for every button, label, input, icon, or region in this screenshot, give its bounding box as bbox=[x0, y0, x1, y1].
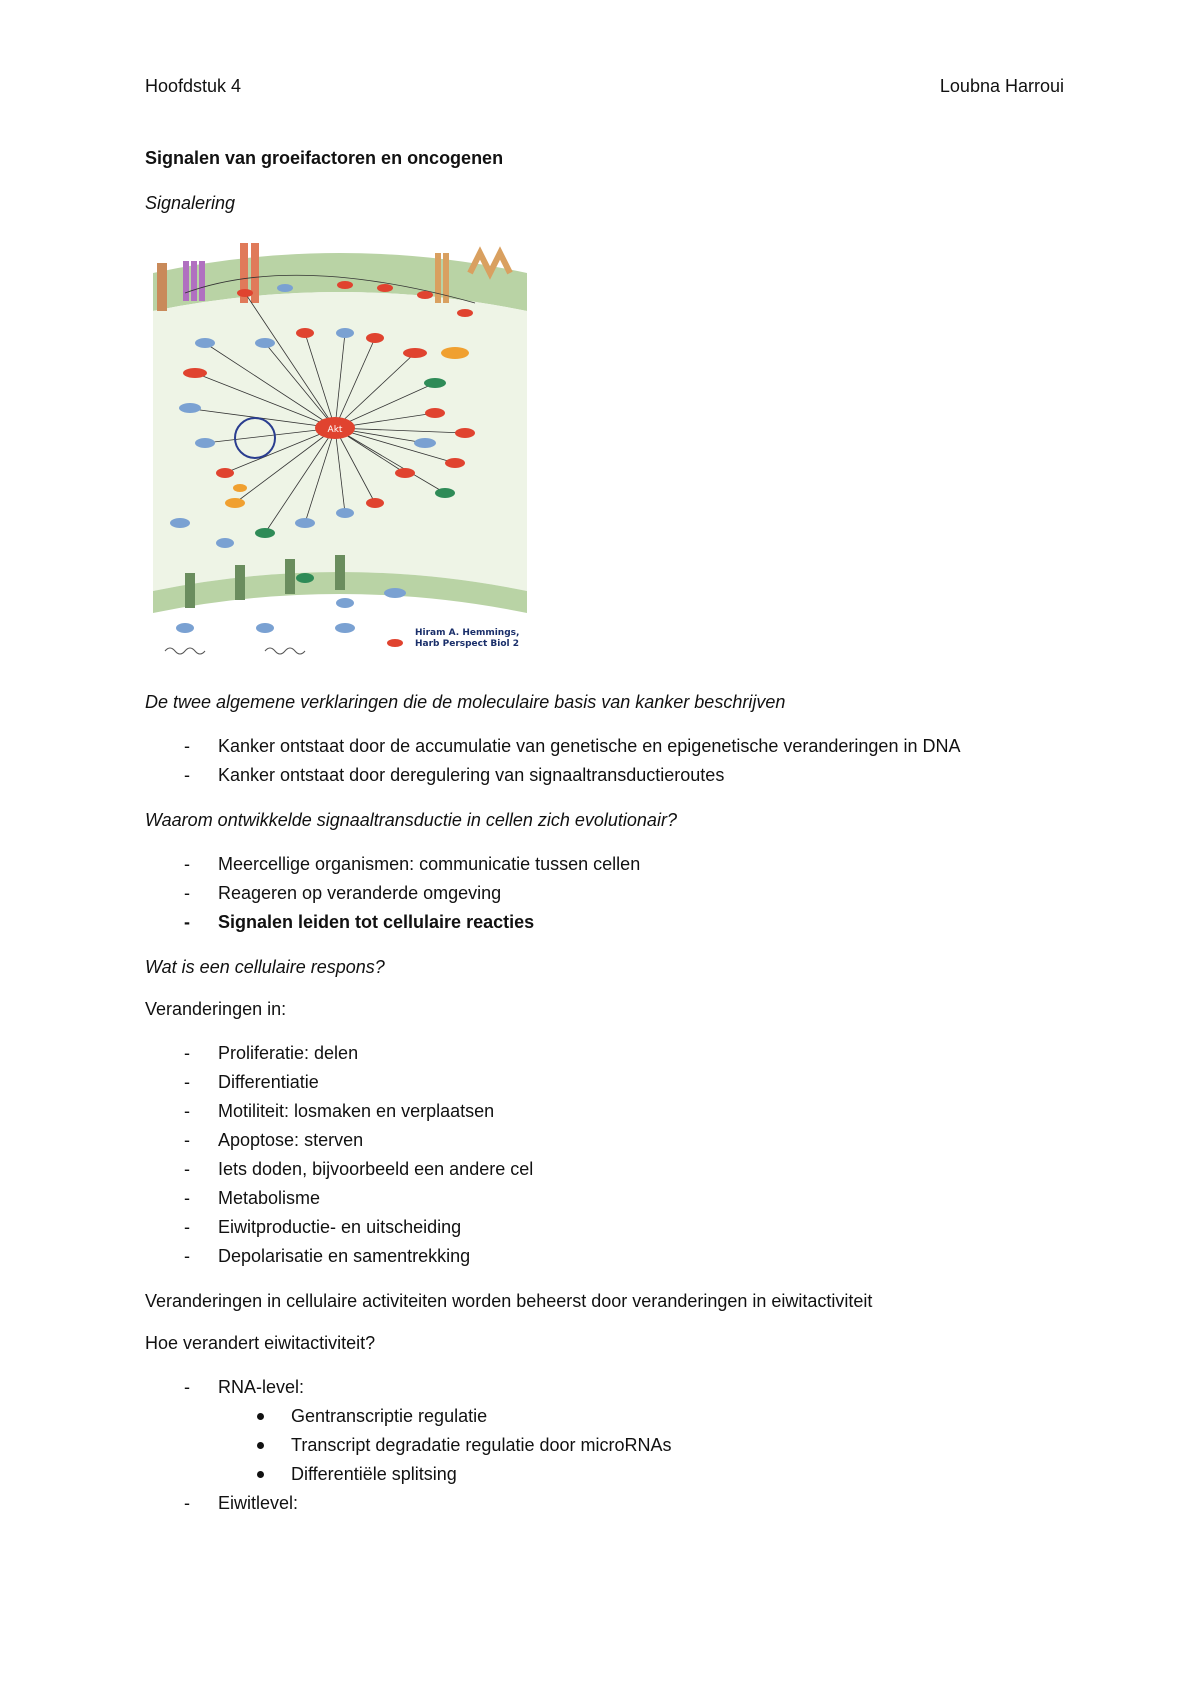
list-item bbox=[291, 1402, 1065, 1431]
list-cancer-basis bbox=[145, 732, 1065, 790]
bullet-icon bbox=[257, 1413, 264, 1420]
list-item: - Iets doden, bijvoorbeeld een andere cel bbox=[145, 1155, 1065, 1184]
list-item: - Proliferatie: delen bbox=[145, 1039, 1065, 1068]
intro-changes: Veranderingen in: bbox=[145, 999, 287, 1019]
list-item: - Kanker ontstaat door deregulering van signaaltransductieroutes bbox=[145, 761, 1065, 790]
page-header bbox=[145, 76, 1064, 97]
list-item-text: Transcript degradatie regulatie door microRNAs bbox=[291, 1435, 672, 1455]
credit-line-1: Hiram A. Hemmings, bbox=[415, 628, 520, 638]
list-item: - Metabolisme bbox=[145, 1184, 1065, 1213]
question-evolution: Waarom ontwikkelde signaaltransductie in cellen zich evolutionair? bbox=[145, 810, 677, 830]
list-item: - Differentiatie bbox=[145, 1068, 1065, 1097]
signaling-pathway-figure bbox=[145, 233, 535, 671]
list-item-text: Gentranscriptie regulatie bbox=[291, 1406, 488, 1426]
akt-label: Akt bbox=[327, 425, 343, 435]
list-cellular-response bbox=[145, 1039, 1065, 1271]
question-cancer-basis: De twee algemene verklaringen die de moleculaire basis van kanker beschrijven bbox=[145, 692, 786, 712]
list-item: - Reageren op veranderde omgeving bbox=[145, 879, 1065, 908]
list-item: - Apoptose: sterven bbox=[145, 1126, 1065, 1155]
list-item bbox=[291, 1460, 1065, 1489]
list-evolution bbox=[145, 850, 1065, 937]
list-item: - Kanker ontstaat door de accumulatie van genetische en epigenetische veranderingen in DNA bbox=[145, 732, 1065, 761]
list-item: - Meercellige organismen: communicatie tussen cellen bbox=[145, 850, 1065, 879]
question-cellular-response: Wat is een cellulaire respons? bbox=[145, 957, 385, 977]
list-item: - Signalen leiden tot cellulaire reacties bbox=[145, 908, 1065, 937]
section-subtitle: Signalering bbox=[145, 193, 236, 213]
list-levels bbox=[145, 1373, 1065, 1518]
list-item-text: Differentiële splitsing bbox=[291, 1464, 457, 1484]
header-author: Loubna Harroui bbox=[939, 76, 1064, 96]
list-item-rna-level bbox=[145, 1373, 1065, 1489]
list-item: - Motiliteit: losmaken en verplaatsen bbox=[145, 1097, 1065, 1126]
pathway-diagram bbox=[145, 233, 535, 671]
list-item bbox=[291, 1431, 1065, 1460]
list-item: - Eiwitproductie- en uitscheiding bbox=[145, 1213, 1065, 1242]
list-rna-mechanisms bbox=[291, 1402, 1065, 1489]
header-chapter: Hoofdstuk 4 bbox=[145, 76, 242, 96]
bullet-icon bbox=[257, 1471, 264, 1478]
question-protein-activity: Hoe verandert eiwitactiviteit? bbox=[145, 1333, 376, 1353]
credit-line-2: Harb Perspect Biol 2 bbox=[415, 639, 520, 649]
list-item-protein-level bbox=[145, 1489, 1065, 1518]
section-title: Signalen van groeifactoren en oncogenen bbox=[145, 148, 504, 168]
list-item: - Depolarisatie en samentrekking bbox=[145, 1242, 1065, 1271]
rna-level-label: RNA-level: bbox=[218, 1377, 305, 1397]
protein-level-label: Eiwitlevel: bbox=[218, 1493, 299, 1513]
statement-protein-activity: Veranderingen in cellulaire activiteiten worden beheerst door veranderingen in eiwitactiviteit bbox=[145, 1291, 873, 1311]
bullet-icon bbox=[257, 1442, 264, 1449]
main-content bbox=[145, 690, 1065, 1536]
